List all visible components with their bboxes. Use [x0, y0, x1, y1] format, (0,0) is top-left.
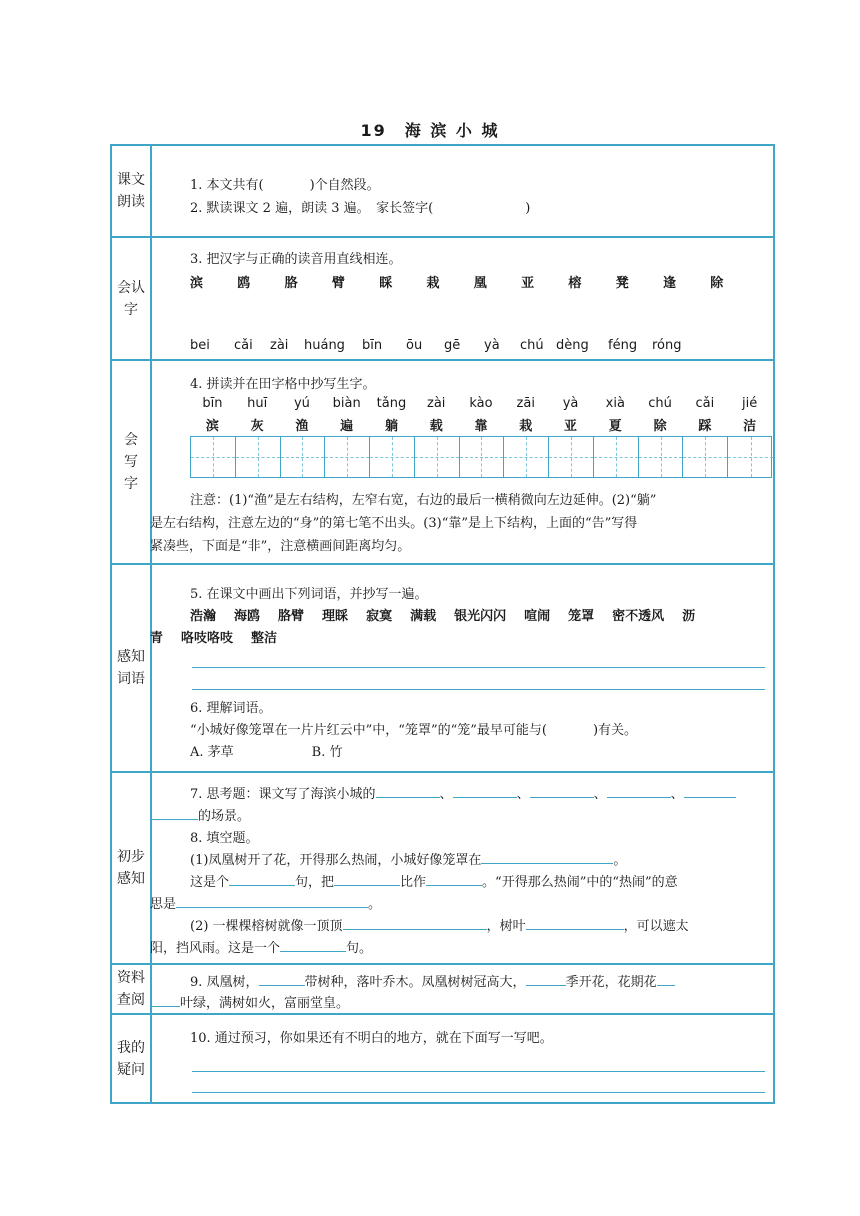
question-7: 7. 思考题：课文写了海滨小城的 、 、 、 、 — [190, 783, 736, 802]
tianzige-cell[interactable] — [460, 437, 505, 477]
write-char: 遍 — [340, 419, 354, 434]
recognize-pinyin-item: ōu — [406, 338, 423, 353]
recognize-char: 凰 — [473, 276, 487, 291]
vocab-word: 银光闪闪 — [454, 609, 507, 624]
answer-line[interactable] — [192, 1092, 765, 1093]
write-pinyin: xià — [605, 396, 625, 411]
recognize-char: 榕 — [568, 276, 582, 291]
recognize-pinyin-item: chú — [520, 338, 544, 353]
vocab-word: 沥 — [682, 609, 696, 624]
page-title: 19 海 滨 小 城 — [360, 121, 500, 140]
write-char: 滨 — [205, 419, 219, 434]
write-char: 靠 — [474, 419, 488, 434]
tianzige-cell[interactable] — [415, 437, 460, 477]
tianzige-cell[interactable] — [325, 437, 370, 477]
recognize-pinyin-item: bīn — [362, 338, 383, 353]
write-char: 洁 — [743, 419, 757, 434]
option-a[interactable]: A. 茅草 — [190, 745, 234, 760]
section-label: 我的 疑问 — [112, 1015, 152, 1102]
section-questions — [112, 1015, 773, 1102]
tianzige-grid[interactable] — [190, 436, 772, 478]
write-pinyin: yú — [293, 396, 310, 411]
copy-line[interactable] — [192, 689, 765, 690]
tianzige-cell[interactable] — [683, 437, 728, 477]
word-list-1 — [190, 605, 713, 624]
write-pinyin: bīn — [202, 396, 223, 411]
section-label: 初步 感知 — [112, 773, 152, 963]
question-6: 6. 理解词语。 — [190, 701, 272, 716]
tianzige-cell[interactable] — [594, 437, 639, 477]
option-b[interactable]: B. 竹 — [311, 745, 343, 760]
question-9: 9. 凤凰树， 带树种，落叶乔木。凤凰树树冠高大， 季开花，花期花 — [190, 971, 675, 990]
recognize-char: 胳 — [284, 276, 298, 291]
recognize-char: 逢 — [663, 276, 677, 291]
question-4: 4. 拼读并在田字格中抄写生字。 — [190, 377, 376, 392]
section-research — [112, 965, 773, 1015]
question-5: 5. 在课文中画出下列词语，并抄写一遍。 — [190, 587, 428, 602]
section-write — [112, 361, 773, 565]
recognize-pinyin-item: huáng — [304, 338, 345, 353]
tianzige-cell[interactable] — [281, 437, 326, 477]
write-pinyin: huī — [247, 396, 268, 411]
write-pinyin: jié — [741, 396, 758, 411]
question-8: 8. 填空题。 — [190, 831, 259, 846]
vocab-word: 浩瀚 — [190, 609, 217, 624]
question-8-4: (2) 一棵棵榕树就像一顶顶 ，树叶 ，可以遮太 — [190, 919, 689, 934]
tianzige-cell[interactable] — [549, 437, 594, 477]
write-pinyin: chú — [648, 396, 672, 411]
vocab-word: 海鸥 — [234, 609, 261, 624]
recognize-char: 除 — [710, 276, 724, 291]
vocab-word: 笼罩 — [568, 609, 595, 624]
section-recognize — [112, 238, 773, 361]
tianzige-cell[interactable] — [191, 437, 236, 477]
question-3: 3. 把汉字与正确的读音用直线相连。 — [190, 252, 402, 267]
tianzige-cell[interactable] — [728, 437, 773, 477]
section-label: 课文 朗读 — [112, 146, 152, 236]
recognize-pinyin-item: gē — [444, 338, 461, 353]
note-line-3: 紧凑些，下面是“非”，注意横画间距离均匀。 — [150, 539, 411, 554]
question-9-end: 叶绿，满树如火，富丽堂皇。 — [150, 992, 349, 1011]
question-1: 1. 本文共有( )个自然段。 — [190, 178, 380, 193]
write-pinyin: biàn — [332, 396, 361, 411]
recognize-pinyin-item: cǎi — [234, 338, 253, 353]
recognize-char: 睬 — [379, 276, 393, 291]
vocab-word: 胳臂 — [278, 609, 305, 624]
note-line-2: 是左右结构，注意左边的“身”的第七笔不出头。(3)“靠”是上下结构，上面的“告”写得 — [150, 516, 638, 531]
recognize-char: 鸥 — [237, 276, 251, 291]
recognize-pinyin-item: bei — [190, 338, 210, 353]
vocab-word: 满载 — [410, 609, 437, 624]
word-list-2 — [150, 627, 295, 646]
recognize-pinyin-item: róng — [652, 338, 682, 353]
recognize-pinyin-item: féng — [608, 338, 638, 353]
recognize-char: 亚 — [521, 276, 535, 291]
write-char: 亚 — [564, 419, 578, 434]
vocab-word: 咯吱咯吱 — [181, 631, 234, 646]
section-label: 会 写 字 — [112, 361, 152, 563]
write-pinyin: kào — [469, 396, 493, 411]
tianzige-cell[interactable] — [370, 437, 415, 477]
tianzige-cell[interactable] — [504, 437, 549, 477]
copy-line[interactable] — [192, 667, 765, 668]
recognize-char: 栽 — [426, 276, 440, 291]
recognize-char: 凳 — [615, 276, 629, 291]
write-char: 踩 — [698, 419, 712, 434]
question-8-3: 思是 。 — [150, 897, 382, 912]
question-6-text: “小城好像笼罩在一片片红云中”中，“笼罩”的“笼”最早可能与( )有关。 — [190, 723, 638, 738]
section-perceive — [112, 773, 773, 965]
write-char: 栽 — [519, 419, 533, 434]
write-char: 躺 — [384, 419, 398, 434]
vocab-word: 喧闹 — [524, 609, 551, 624]
write-pinyin: tǎng — [376, 396, 407, 411]
question-7-end: 的场景。 — [150, 805, 250, 824]
vocab-word: 寂寞 — [366, 609, 393, 624]
vocab-word: 理睬 — [322, 609, 349, 624]
question-6-options — [190, 741, 342, 760]
answer-line[interactable] — [192, 1071, 765, 1072]
section-label: 感知 词语 — [112, 565, 152, 771]
section-label: 会认字 — [112, 238, 152, 359]
section-label: 资料 查阅 — [112, 965, 152, 1013]
vocab-word: 青 — [150, 631, 164, 646]
section-words — [112, 565, 773, 773]
question-10: 10. 通过预习，你如果还有不明白的地方，就在下面写一写吧。 — [190, 1031, 553, 1046]
recognize-pinyin-item: dèng — [556, 338, 589, 353]
section-reading — [112, 146, 773, 238]
write-char: 载 — [429, 419, 443, 434]
recognize-pinyin-item: yà — [484, 338, 500, 353]
write-char: 灰 — [250, 419, 264, 434]
vocab-word: 整洁 — [251, 631, 278, 646]
tianzige-cell[interactable] — [236, 437, 281, 477]
write-pinyin: zāi — [516, 396, 535, 411]
question-2: 2. 默读课文 2 遍，朗读 3 遍。 家长签字( ) — [190, 201, 531, 216]
worksheet-table — [110, 144, 775, 1104]
recognize-pinyin-item: zài — [270, 338, 289, 353]
write-char: 渔 — [295, 419, 309, 434]
write-pinyin: yà — [562, 396, 579, 411]
note-line-1: 注意：(1)“渔”是左右结构，左窄右宽，右边的最后一横稍微向左边延伸。(2)“躺” — [190, 493, 657, 508]
tianzige-cell[interactable] — [639, 437, 684, 477]
question-8-5: 阳，挡风雨。这是一个 句。 — [150, 941, 373, 956]
recognize-char: 臂 — [331, 276, 345, 291]
question-8-2: 这是个 句，把 比作 。“开得那么热闹”中的“热闹”的意 — [190, 875, 678, 890]
write-pinyin: cǎi — [695, 396, 715, 411]
write-char: 除 — [653, 419, 667, 434]
write-char: 夏 — [608, 419, 622, 434]
write-pinyin: zài — [427, 396, 446, 411]
vocab-word: 密不透风 — [612, 609, 665, 624]
recognize-char: 滨 — [190, 276, 204, 291]
question-8-1: (1)凤凰树开了花，开得那么热闹，小城好像笼罩在 。 — [190, 853, 627, 868]
